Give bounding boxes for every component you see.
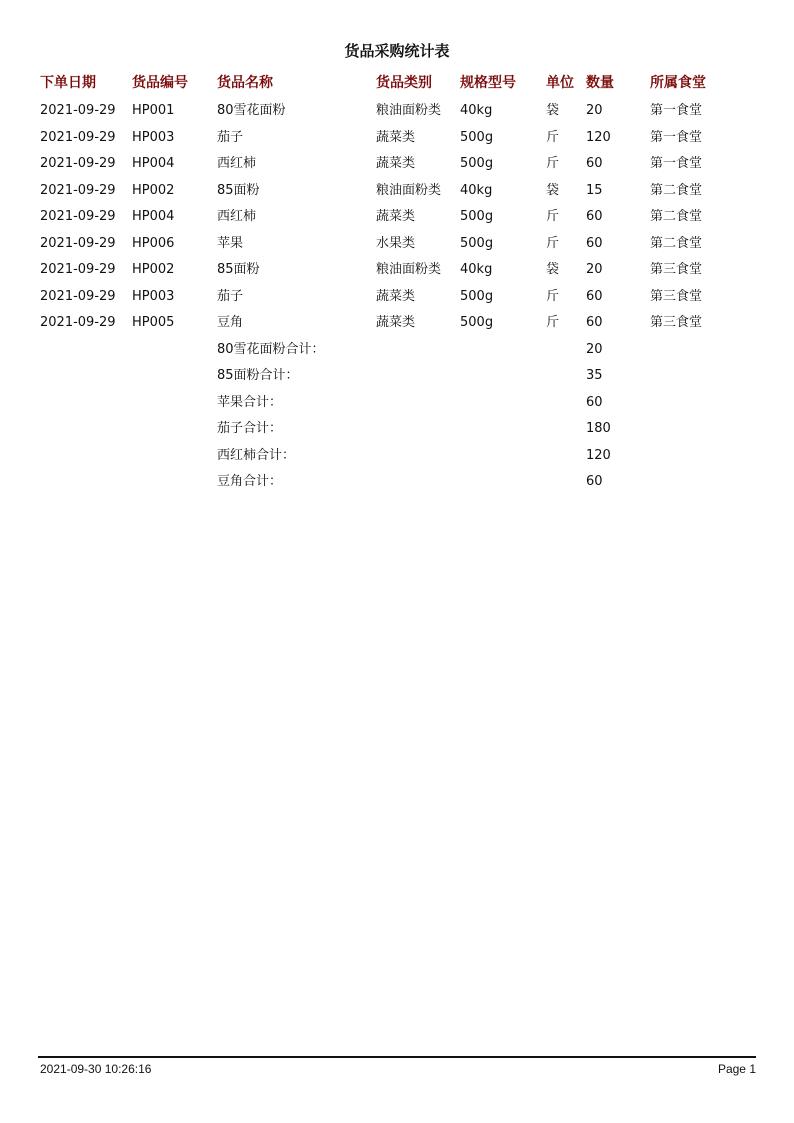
subtotal-value: 35 [586,368,603,383]
subtotal-value: 180 [586,421,611,436]
cell-item-name: 茄子 [217,129,244,145]
cell-order-date: 2021-09-29 [40,288,116,304]
cell-unit: 斤 [546,156,560,171]
cell-canteen: 第三食堂 [650,262,703,277]
column-header-item-code: 货品编号 [132,75,188,91]
subtotal-label: 豆角合计： [217,474,283,489]
cell-item-code: HP001 [132,103,175,118]
cell-category: 蔬菜类 [376,156,416,171]
cell-category: 粮油面粉类 [376,262,442,277]
cell-spec: 500g [460,315,494,330]
cell-quantity: 20 [586,262,603,277]
cell-item-code: HP004 [132,156,175,171]
cell-quantity: 60 [586,209,603,224]
cell-spec: 500g [460,288,494,304]
cell-item-name: 85面粉 [217,262,260,277]
cell-canteen: 第三食堂 [650,288,703,304]
subtotal-label: 茄子合计： [217,421,283,436]
cell-category: 蔬菜类 [376,288,416,304]
column-header-item-name: 货品名称 [217,75,273,91]
cell-quantity: 120 [586,129,611,145]
subtotal-label: 西红柿合计： [217,447,296,463]
cell-order-date: 2021-09-29 [40,129,116,145]
footer-divider [38,1056,756,1058]
column-header-category: 货品类别 [376,75,432,91]
cell-item-name: 豆角 [217,315,244,330]
cell-unit: 斤 [546,315,560,330]
cell-unit: 袋 [546,182,560,198]
column-header-order-date: 下单日期 [40,75,96,91]
cell-quantity: 15 [586,182,603,198]
column-header-quantity: 数量 [586,75,614,91]
cell-unit: 袋 [546,103,560,118]
cell-canteen: 第一食堂 [650,103,703,118]
cell-item-code: HP005 [132,315,175,330]
cell-spec: 40kg [460,103,493,118]
column-header-spec: 规格型号 [460,75,516,91]
cell-unit: 斤 [546,288,560,304]
cell-spec: 40kg [460,182,493,198]
cell-order-date: 2021-09-29 [40,156,116,171]
cell-item-name: 苹果 [217,235,244,251]
cell-order-date: 2021-09-29 [40,209,116,224]
cell-order-date: 2021-09-29 [40,182,116,198]
cell-spec: 500g [460,156,494,171]
cell-category: 粮油面粉类 [376,103,442,118]
cell-canteen: 第二食堂 [650,209,703,224]
report-title: 货品采购统计表 [344,42,450,60]
cell-order-date: 2021-09-29 [40,235,116,251]
cell-unit: 斤 [546,129,560,145]
cell-quantity: 20 [586,103,603,118]
cell-category: 水果类 [376,235,416,251]
column-header-canteen: 所属食堂 [650,75,706,91]
cell-unit: 斤 [546,209,560,224]
subtotal-value: 120 [586,447,611,463]
cell-category: 蔬菜类 [376,315,416,330]
cell-canteen: 第三食堂 [650,315,703,330]
column-header-unit: 单位 [546,75,574,91]
subtotal-value: 20 [586,341,603,357]
subtotal-label: 80雪花面粉合计： [217,341,325,357]
cell-quantity: 60 [586,288,603,304]
subtotal-value: 60 [586,474,603,489]
subtotal-value: 60 [586,394,603,410]
cell-item-name: 茄子 [217,288,244,304]
cell-quantity: 60 [586,156,603,171]
cell-item-code: HP002 [132,262,175,277]
cell-order-date: 2021-09-29 [40,315,116,330]
cell-order-date: 2021-09-29 [40,262,116,277]
cell-canteen: 第二食堂 [650,235,703,251]
cell-quantity: 60 [586,235,603,251]
cell-item-name: 西红柿 [217,156,257,171]
subtotal-label: 85面粉合计： [217,368,299,383]
cell-category: 蔬菜类 [376,129,416,145]
cell-item-code: HP006 [132,235,175,251]
cell-item-name: 80雪花面粉 [217,103,286,118]
cell-canteen: 第二食堂 [650,182,703,198]
cell-item-name: 西红柿 [217,209,257,224]
cell-item-code: HP004 [132,209,175,224]
cell-spec: 500g [460,129,494,145]
cell-item-code: HP002 [132,182,175,198]
cell-spec: 500g [460,209,494,224]
cell-canteen: 第一食堂 [650,129,703,145]
cell-order-date: 2021-09-29 [40,103,116,118]
cell-canteen: 第一食堂 [650,156,703,171]
cell-category: 粮油面粉类 [376,182,442,198]
subtotal-label: 苹果合计： [217,394,283,410]
cell-quantity: 60 [586,315,603,330]
print-timestamp: 2021-09-30 10:26:16 [40,1062,152,1076]
cell-category: 蔬菜类 [376,209,416,224]
cell-item-code: HP003 [132,288,175,304]
cell-spec: 500g [460,235,494,251]
cell-item-code: HP003 [132,129,175,145]
cell-item-name: 85面粉 [217,182,260,198]
cell-unit: 袋 [546,262,560,277]
page-number: Page 1 [717,1062,756,1076]
cell-unit: 斤 [546,235,560,251]
cell-spec: 40kg [460,262,493,277]
